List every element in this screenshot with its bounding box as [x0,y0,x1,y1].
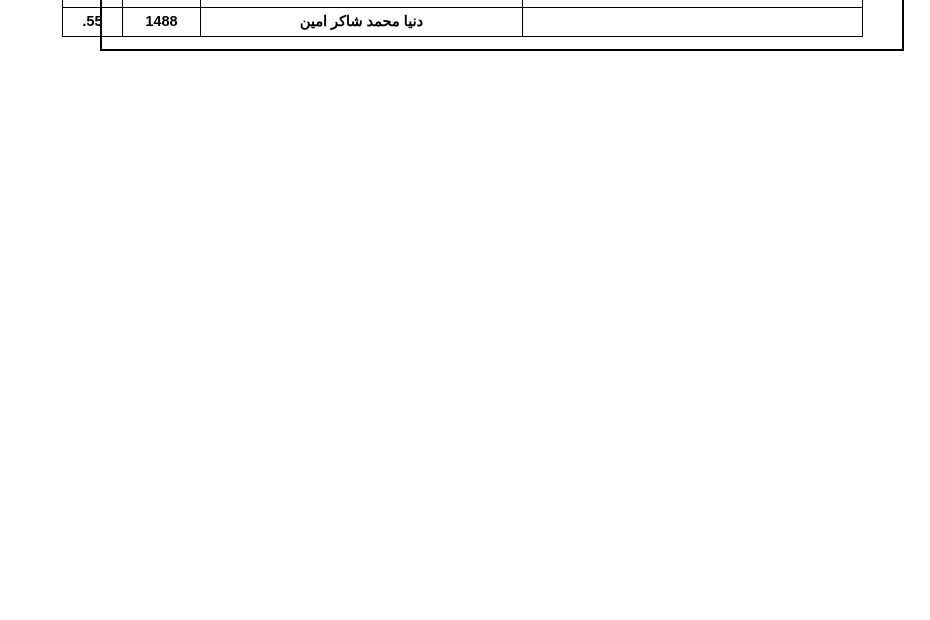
document-sheet [40,0,930,620]
table-cell-number [123,0,201,2]
table-cell-number: 1488 [123,8,201,37]
roster-table [62,0,863,37]
table-cell-index [63,0,123,2]
table-cell-index: .55 [63,8,123,37]
table-cell-name [201,0,523,2]
table-row [63,0,863,8]
table-cell-blank [523,8,863,37]
table-cell-name: دنيا محمد شاكر امين [201,8,523,37]
table-cell-blank [523,0,863,2]
roster-table-container [62,0,862,37]
table-row [63,8,863,37]
